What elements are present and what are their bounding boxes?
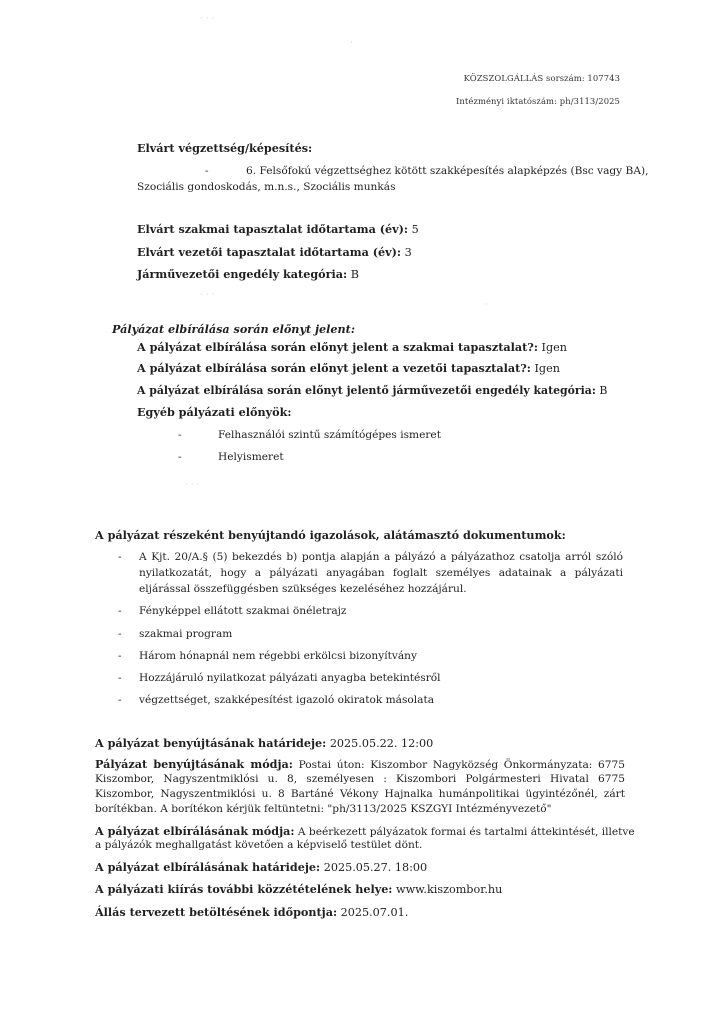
submission-method-line4: borítékban. A borítékon kérjük feltüntetni: "ph/3113/2025 KSZGYI Intézményvezető" [95, 803, 552, 815]
advantage-license-label: A pályázat elbírálása során előnyt jelentő járművezetői engedély kategória: [137, 384, 596, 397]
list-dash: - [178, 451, 182, 463]
leadership-experience [137, 245, 412, 260]
document-item-line: eljárással összefüggésben szükséges kezeléséhez hozzájárul. [139, 583, 467, 595]
qualification-heading: Elvárt végzettség/képesítés: [137, 141, 313, 155]
driving-license [137, 267, 359, 282]
scan-speck: · [350, 38, 353, 48]
advantage-professional [137, 340, 567, 355]
list-dash: - [118, 551, 122, 563]
header-registry-number: KÖZSZOLGÁLLÁS sorszám: 107743 [463, 73, 620, 83]
advantage-leadership-value: Igen [534, 362, 560, 375]
documents-heading: A pályázat részeként benyújtandó igazolások, alátámasztó dokumentumok: [95, 528, 566, 542]
leadership-experience-label: Elvárt vezetői tapasztalat időtartama (év): [137, 245, 402, 259]
evaluation-method-line2: a pályázók meghallgatást követően a képviselő testület dönt. [95, 839, 423, 851]
list-dash: - [178, 429, 182, 441]
advantage-item: Helyismeret [218, 451, 284, 463]
advantage-item: Felhasználói szintű számítógépes ismeret [218, 429, 441, 441]
document-item-line: A Kjt. 20/A.§ (5) bekezdés b) pontja alapján a pályázó a pályázathoz csatolja arról szóló [139, 551, 623, 563]
publication-place [95, 882, 502, 897]
list-dash: - [205, 165, 209, 177]
other-advantages-heading: Egyéb pályázati előnyök: [137, 405, 292, 419]
advantage-leadership [137, 361, 560, 376]
document-item: szakmai program [139, 628, 233, 640]
list-dash: - [118, 694, 122, 706]
submission-deadline [95, 736, 433, 751]
professional-experience [137, 222, 419, 237]
list-dash: - [118, 650, 122, 662]
advantage-professional-label: A pályázat elbírálása során előnyt jelent a szakmai tapasztalat?: [137, 340, 538, 354]
advantages-heading: Pályázat elbírálása során előnyt jelent: [112, 322, 355, 336]
submission-deadline-label: A pályázat benyújtásának határideje: [95, 736, 327, 750]
list-dash: - [118, 628, 122, 640]
document-item: Három hónapnál nem régebbi erkölcsi bizonyítvány [139, 650, 417, 662]
scan-speck: · · · [200, 290, 215, 300]
submission-method-line2: Kiszombor, Nagyszentmiklósi u. 8, személyesen : Kiszombori Polgármesteri Hivatal 6775 [95, 773, 625, 785]
document-item-line: nyilatkozatát, hogy a pályázati anyagában foglalt személyes adatainak a pályázati [139, 567, 623, 579]
scan-speck: · [485, 300, 488, 310]
evaluation-method-label: A pályázat elbírálásának módja: [95, 824, 295, 838]
professional-experience-value: 5 [411, 223, 419, 236]
advantage-leadership-label: A pályázat elbírálása során előnyt jelent a vezetői tapasztalat?: [137, 361, 531, 375]
planned-start-date-label: Állás tervezett betöltésének időpontja: [95, 905, 338, 919]
evaluation-deadline [95, 860, 427, 875]
header-institution-number: Intézményi iktatószám: ph/3113/2025 [456, 96, 620, 106]
document-item: Fényképpel ellátott szakmai önéletrajz [139, 605, 347, 617]
advantage-license-value: B [599, 384, 608, 397]
submission-deadline-value: 2025.05.22. 12:00 [329, 737, 434, 750]
scan-speck: · · · [185, 480, 200, 490]
submission-method-text: Postai úton: Kiszombor Nagyközség Önkormányzata: 6775 [298, 759, 625, 771]
driving-license-label: Járművezetői engedély kategória: [137, 267, 348, 281]
list-dash: - [118, 672, 122, 684]
evaluation-deadline-label: A pályázat elbírálásának határideje: [95, 860, 321, 874]
qualification-item-line1: 6. Felsőfokú végzettséghez kötött szakképesítés alapképzés (Bsc vagy BA), [246, 165, 649, 177]
scan-speck: · · · [200, 14, 215, 24]
planned-start-date-value: 2025.07.01. [340, 906, 409, 919]
document-item: Hozzájáruló nyilatkozat pályázati anyagba betekintésről [139, 672, 441, 684]
publication-place-value: www.kiszombor.hu [396, 883, 503, 896]
submission-method-line1 [95, 757, 625, 773]
submission-method-line3: Kiszombor, Nagyszentmiklósi u. 8 Bartáné Vékony Hajnalka humánpolitikai ügyintézőnél, zárt [95, 788, 625, 800]
evaluation-deadline-value: 2025.05.27. 18:00 [323, 861, 428, 874]
submission-method-label: Pályázat benyújtásának módja: [95, 757, 293, 771]
planned-start-date [95, 905, 408, 920]
advantage-professional-value: Igen [541, 341, 567, 354]
professional-experience-label: Elvárt szakmai tapasztalat időtartama (év): [137, 222, 409, 236]
qualification-item-line2: Szociális gondoskodás, m.n.s., Szociális munkás [137, 181, 396, 193]
driving-license-value: B [350, 268, 359, 281]
document-item: végzettséget, szakképesítést igazoló okiratok másolata [139, 694, 435, 706]
leadership-experience-value: 3 [404, 246, 412, 259]
advantage-license [137, 383, 607, 398]
evaluation-method-text: A beérkezett pályázatok formai és tartalmi áttekintését, illetve [297, 826, 635, 838]
list-dash: - [118, 605, 122, 617]
publication-place-label: A pályázati kiírás további közzétételének helye: [95, 882, 393, 896]
